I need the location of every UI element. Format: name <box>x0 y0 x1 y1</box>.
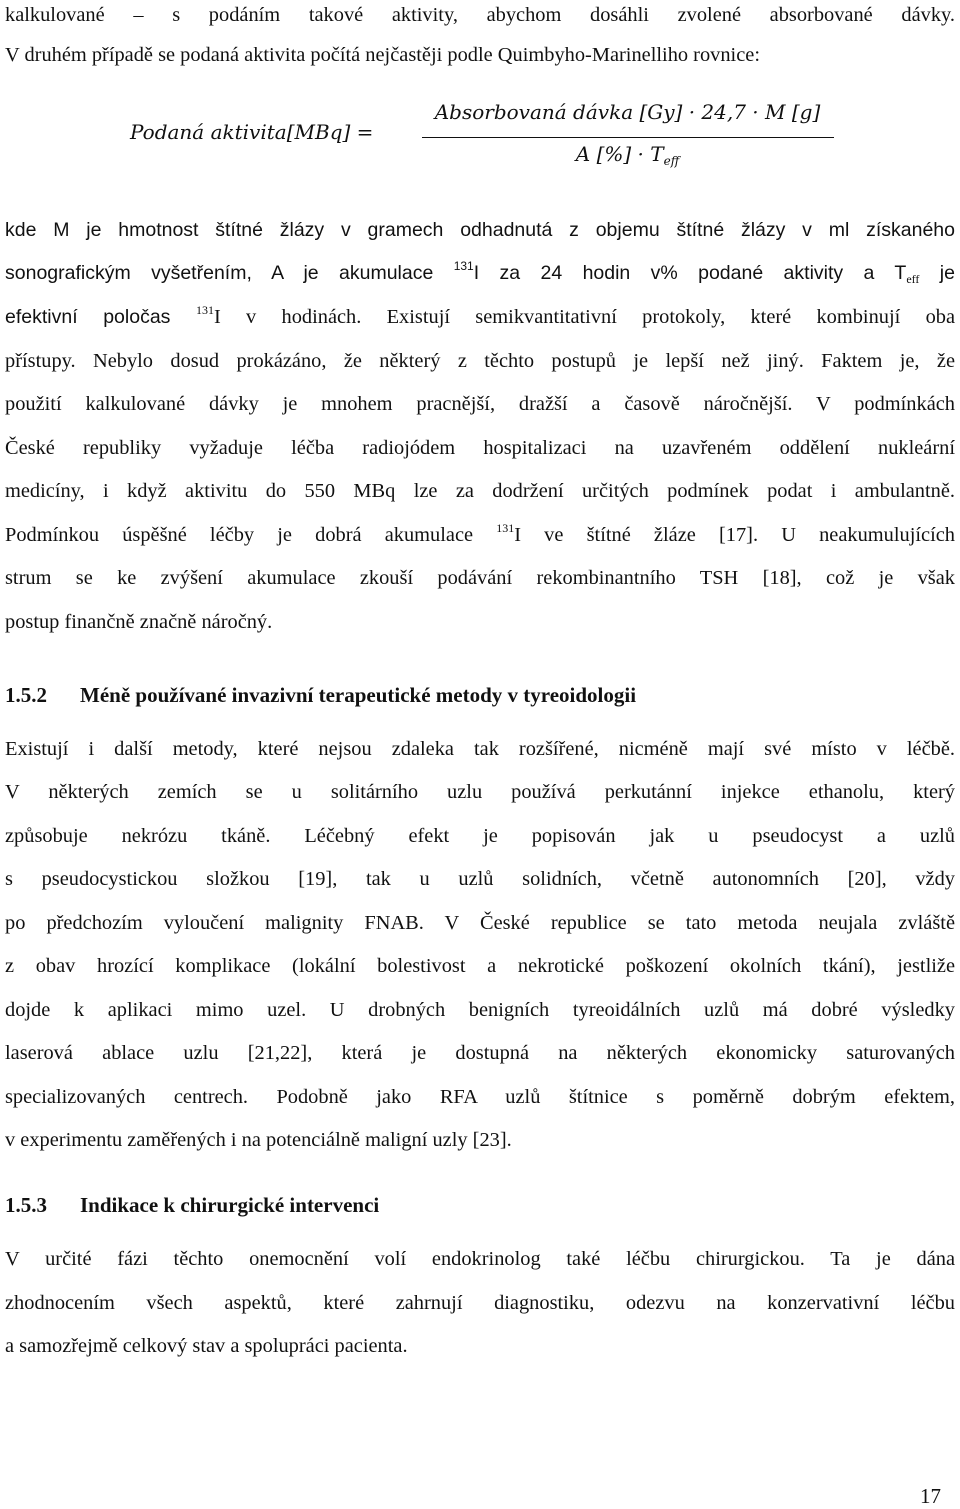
section-heading <box>5 681 955 709</box>
text-line: kalkulované – s podáním takové aktivity, abychom dosáhli zvolené absorbované dávky. <box>5 4 955 26</box>
text-run: je <box>919 262 955 284</box>
text-line: dojde k aplikaci mimo uzel. U drobných benigních tyreoidálních uzlů má dobré výsledky <box>5 999 955 1021</box>
quimby-marinelli-equation <box>0 100 960 180</box>
text-line: strum se ke zvýšení akumulace zkouší podávání rekombinantního TSH [18], což je však <box>5 567 955 589</box>
section-title: Méně používané invazivní terapeutické metody v tyreoidologii <box>80 683 637 707</box>
equation-numerator: Absorbovaná dávka [Gy] · 24,7 · M [g] <box>434 100 821 124</box>
text-run: I ve štítné žláze [17]. U neakumulujících <box>514 524 955 546</box>
text-line: z obav hrozící komplikace (lokální bolestivost a nekrotické poškození okolních tkání), jestliže <box>5 955 955 977</box>
section-number: 1.5.3 <box>5 1193 47 1217</box>
text-line: v experimentu zaměřených i na potenciálně maligní uzly [23]. <box>5 1129 512 1151</box>
isotope-superscript: 131 <box>496 521 515 535</box>
text-run: I za 24 hodin v% podané aktivity a T <box>473 262 907 284</box>
fraction-bar <box>422 137 834 138</box>
text-line: Existují i další metody, které nejsou zdaleka tak rozšířené, nicméně mají své místo v léčbě. <box>5 738 955 760</box>
text-line: použití kalkulované dávky je mnohem pracnější, dražší a časově náročnější. V podmínkách <box>5 393 955 415</box>
text-line: kde M je hmotnost štítné žlázy v gramech odhadnutá z objemu štítné žlázy v ml získaného <box>5 219 955 241</box>
text-line: medicíny, i když aktivitu do 550 MBq lze za dodržení určitých podmínek podat i ambulantně. <box>5 480 955 502</box>
denominator-main: A [%] · T <box>575 142 664 166</box>
text-line <box>5 521 955 549</box>
text-line: V některých zemích se u solitárního uzlu používá perkutánní injekce ethanolu, který <box>5 781 955 803</box>
text-line: České republiky vyžaduje léčba radiojódem hospitalizaci na uzavřeném oddělení nukleární <box>5 437 955 459</box>
text-line <box>5 303 955 331</box>
equation-denominator <box>420 142 835 166</box>
denominator-subscript: eff <box>663 154 680 168</box>
teff-subscript: eff <box>906 272 920 286</box>
section-heading <box>5 1191 955 1219</box>
text-run: efektivní poločas <box>5 306 196 328</box>
text-line: přístupy. Nebylo dosud prokázáno, že některý z těchto postupů je lepší než jiný. Faktem je, že <box>5 350 955 372</box>
text-line: po předchozím vyloučení malignity FNAB. V České republice se tato metoda neujala zvláště <box>5 912 955 934</box>
section-number: 1.5.2 <box>5 683 47 707</box>
isotope-superscript: 131 <box>453 259 474 273</box>
text-line: s pseudocystickou složkou [19], tak u uzlů solidních, včetně autonomních [20], vždy <box>5 868 955 890</box>
text-line: laserová ablace uzlu [21,22], která je dostupná na některých ekonomicky saturovaných <box>5 1042 955 1064</box>
text-line: způsobuje nekrózu tkáně. Léčebný efekt je popisován jak u pseudocyst a uzlů <box>5 825 955 847</box>
text-run: sonografickým vyšetřením, A je akumulace <box>5 262 454 284</box>
text-line: specializovaných centrech. Podobně jako RFA uzlů štítnice s poměrně dobrým efektem, <box>5 1086 955 1108</box>
text-run: Podmínkou úspěšné léčby je dobrá akumulace <box>5 524 497 546</box>
text-run: I v hodinách. Existují semikvantitativní protokoly, které kombinují oba <box>214 306 956 328</box>
page-number: 17 <box>920 1484 941 1508</box>
text-line: postup finančně značně náročný. <box>5 611 273 633</box>
equation-lhs: Podaná aktivita[MBq] = <box>130 120 374 144</box>
isotope-superscript: 131 <box>196 303 214 317</box>
section-title: Indikace k chirurgické intervenci <box>80 1193 380 1217</box>
text-line: V určité fázi těchto onemocnění volí endokrinolog také léčbu chirurgickou. Ta je dána <box>5 1248 955 1270</box>
text-line <box>5 259 955 287</box>
text-line: a samozřejmě celkový stav a spolupráci pacienta. <box>5 1335 408 1357</box>
text-line: V druhém případě se podaná aktivita počítá nejčastěji podle Quimbyho-Marinelliho rovnice: <box>5 44 760 66</box>
text-line: zhodnocením všech aspektů, které zahrnují diagnostiku, odezvu na konzervativní léčbu <box>5 1292 955 1314</box>
